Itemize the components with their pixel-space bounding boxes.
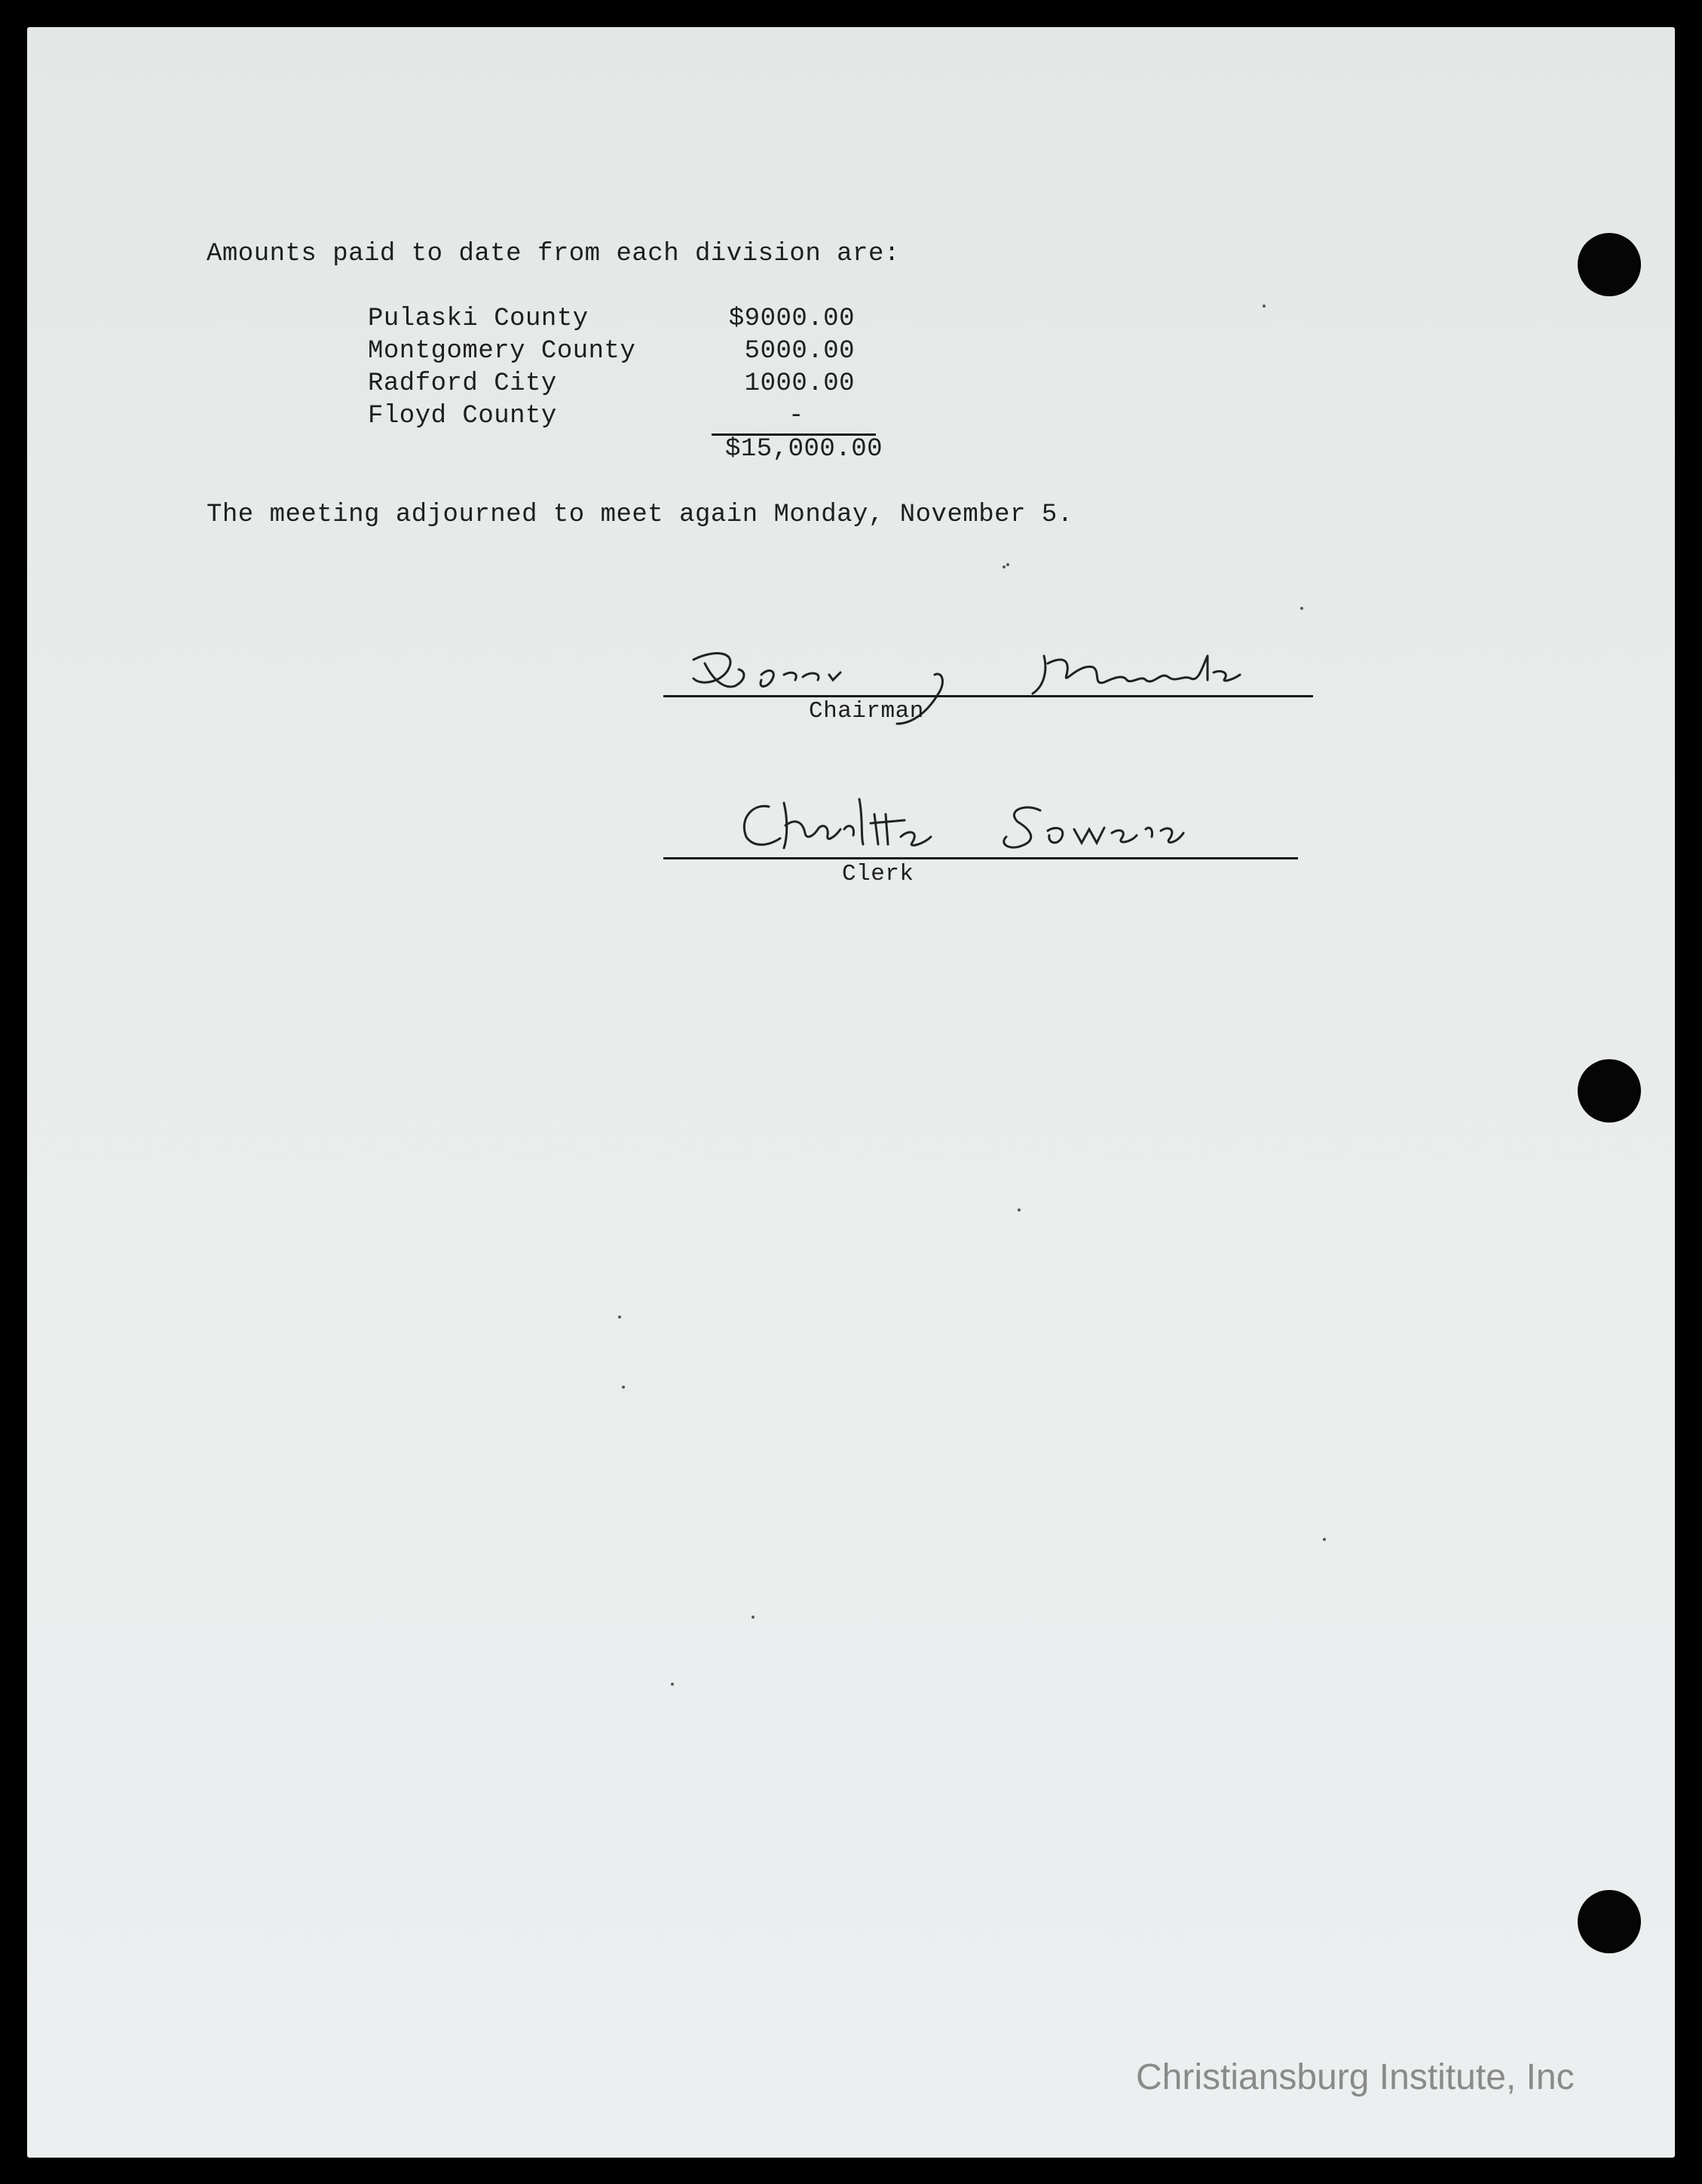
watermark-text: Christiansburg Institute, Inc <box>1136 2057 1575 2097</box>
division-name: Radford City <box>368 369 557 398</box>
paper-speck <box>1263 305 1266 308</box>
paper-speck <box>1323 1538 1326 1541</box>
division-name: Montgomery County <box>368 337 636 366</box>
adjournment-text: The meeting adjourned to meet again Monday, November 5. <box>207 501 1073 529</box>
paper-speck <box>618 1316 621 1319</box>
division-amount: $9000.00 <box>728 305 855 333</box>
division-name: Floyd County <box>368 402 557 430</box>
paper-speck <box>622 1386 625 1389</box>
total-amount: $15,000.00 <box>725 435 883 464</box>
clerk-signature-line <box>663 857 1298 859</box>
paper-speck <box>671 1683 674 1686</box>
paper-speck <box>1018 1208 1021 1211</box>
paper-speck <box>1006 563 1009 566</box>
paper-speck <box>752 1616 755 1619</box>
clerk-title: Clerk <box>842 861 914 887</box>
chairman-signature <box>671 633 1319 739</box>
division-amount: - <box>788 402 804 430</box>
chairman-title: Chairman <box>809 698 924 724</box>
binder-hole-bottom <box>1578 1890 1641 1953</box>
chairman-signature-line <box>663 695 1313 697</box>
division-amount: 5000.00 <box>744 337 855 366</box>
paper-speck <box>1003 565 1006 568</box>
binder-hole-middle <box>1578 1059 1641 1123</box>
division-amount: 1000.00 <box>744 369 855 398</box>
paper-speck <box>1300 607 1303 610</box>
division-name: Pulaski County <box>368 305 589 333</box>
binder-hole-top <box>1578 233 1641 296</box>
intro-text: Amounts paid to date from each division are: <box>207 240 900 268</box>
clerk-signature <box>724 784 1312 875</box>
